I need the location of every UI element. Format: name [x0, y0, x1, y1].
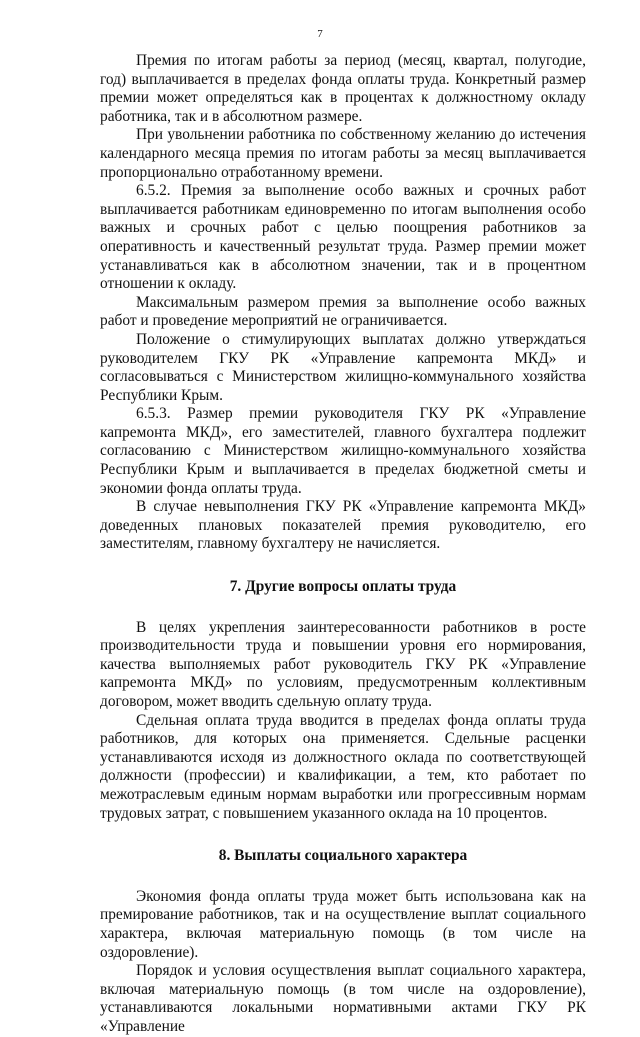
paragraph: Экономия фонда оплаты труда может быть использована как на премирование работников, так и на осуществление выплат социального характера, включая материальную помощь (в том числе на оздоровление). [100, 887, 586, 961]
paragraph: Сдельная оплата труда вводится в пределах фонда оплаты труда работников, для которых она применяется. Сдельные расценки устанавливаются исходя из должностного оклада по соответствующей должности (профессии) и квалификации, а тем, кто работает по межотраслевым единым нормам выработки или прогрессивным нормам трудовых затрат, с повышением указанного оклада на 10 процентов. [100, 711, 586, 822]
paragraph: Максимальным размером премия за выполнение особо важных работ и проведение мероприятий не ограничивается. [100, 293, 586, 330]
paragraph: Премия по итогам работы за период (месяц, квартал, полугодие, год) выплачивается в пределах фонда оплаты труда. Конкретный размер премии может определяться как в процентах к должностному окладу работника, так и в абсолютном размере. [100, 52, 586, 125]
section-heading: 8. Выплаты социального характера [218, 847, 468, 865]
paragraph: В случае невыполнения ГКУ РК «Управление капремонта МКД» доведенных плановых показателей премия руководителю, его заместителям, главному бухгалтеру не начисляется. [100, 498, 586, 553]
paragraph: Положение о стимулирующих выплатах должно утверждаться руководителем ГКУ РК «Управление капремонта МКД» и согласовываться с Министерством жилищно-коммунального хозяйства Республики Крым. [100, 330, 586, 404]
paragraph: 6.5.3. Размер премии руководителя ГКУ РК «Управление капремонта МКД», его заместителей, главного бухгалтера подлежит согласованию с Министерством жилищно-коммунального хозяйства Республики Крым и выплачивается в пределах бюджетной сметы и экономии фонда оплаты труда. [100, 405, 586, 497]
paragraph: В целях укрепления заинтересованности работников в росте производительности труда и повышении уровня его нормирования, качества выполняемых работ руководитель ГКУ РК «Управление капремонта МКД» по условиям, предусмотренным коллективным договором, может вводить сдельную оплату труда. [100, 618, 586, 710]
paragraph: Порядок и условия осуществления выплат социального характера, включая материальную помощь (в том числе на оздоровление), устанавливаются локальными нормативными актами ГКУ РК «Управление [100, 962, 586, 1035]
document-body [100, 52, 586, 1037]
page-number: 7 [317, 28, 323, 40]
paragraph: 6.5.2. Премия за выполнение особо важных и срочных работ выплачивается работникам единовременно по итогам выполнения особо важных и срочных работ с целью поощрения работников за оперативность и качественный результат труда. Размер премии может устанавливаться как в абсолютном значении, так и в процентном отношении к окладу. [100, 182, 586, 293]
section-heading: 7. Другие вопросы оплаты труда [229, 578, 457, 596]
paragraph: При увольнении работника по собственному желанию до истечения календарного месяца премия по итогам работы за месяц выплачивается пропорционально отработанному времени. [100, 126, 586, 181]
